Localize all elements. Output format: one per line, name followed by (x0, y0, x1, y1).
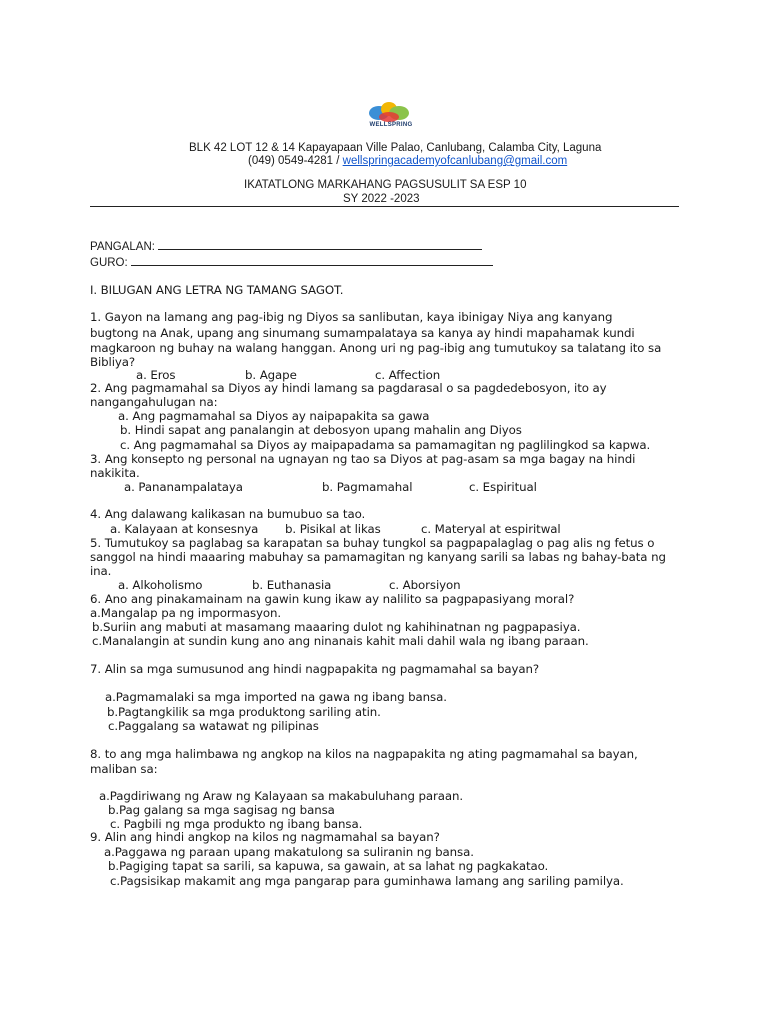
question-4-choice-b[interactable]: b. Pisikal at likas (285, 522, 381, 536)
logo-text: WELLSPRING (369, 122, 413, 128)
question-5-choice-a[interactable]: a. Alkoholismo (118, 578, 203, 592)
question-7-choice-b[interactable]: b.Pagtangkilik sa mga produktong sariling atin. (107, 705, 381, 719)
question-1-line-3: magkaroon ng buhay na walang hanggan. Anong uri ng pag-ibig ang tumutukoy sa talatang ito sa (90, 341, 662, 355)
exam-title: IKATATLONG MARKAHANG PAGSUSULIT SA ESP 10 (244, 179, 527, 191)
question-3-choice-b[interactable]: b. Pagmamahal (322, 480, 413, 494)
school-address: BLK 42 LOT 12 & 14 Kapayapaan Ville Palao, Canlubang, Calamba City, Laguna (189, 142, 602, 154)
question-5-line-2: sanggol na hindi maaaring mabuhay sa pamamagitan ng kanyang sarili sa labas ng bahay-bata ng (90, 550, 666, 564)
section-title: I. BILUGAN ANG LETRA NG TAMANG SAGOT. (90, 283, 344, 297)
question-2-choice-a[interactable]: a. Ang pagmamahal sa Diyos ay naipapakita sa gawa (118, 409, 430, 423)
question-8-choice-b[interactable]: b.Pag galang sa mga sagisag ng bansa (108, 803, 335, 817)
question-1-line-2: bugtong na Anak, upang ang sinumang sumampalataya sa kanya ay hindi mapahamak kundi (90, 326, 635, 340)
name-label: PANGALAN: (90, 241, 155, 253)
question-2-line-1: 2. Ang pagmamahal sa Diyos ay hindi lamang sa pagdarasal o sa pagdedebosyon, ito ay (90, 381, 607, 395)
question-1-choice-c[interactable]: c. Affection (375, 368, 441, 382)
question-5-line-1: 5. Tumutukoy sa paglabag sa karapatan sa buhay tungkol sa pagpapalaglag o pag alis ng fetus o (90, 536, 655, 550)
teacher-blank[interactable] (131, 254, 493, 266)
question-7-choice-c[interactable]: c.Paggalang sa watawat ng pilipinas (108, 719, 319, 733)
question-2-choice-c[interactable]: c. Ang pagmamahal sa Diyos ay maipapadama sa pamamagitan ng paglilingkod sa kapwa. (120, 438, 651, 452)
school-logo (362, 100, 418, 134)
phone-number: (049) 0549-4281 / (248, 155, 340, 167)
question-5-line-3: ina. (90, 564, 112, 578)
contact-line (248, 155, 567, 167)
question-9-choice-c[interactable]: c.Pagsisikap makamit ang mga pangarap para guminhawa lamang ang sariling pamilya. (110, 874, 624, 888)
question-8-line-1: 8. to ang mga halimbawa ng angkop na kilos na nagpapakita ng ating pagmamahal sa bayan, (90, 747, 638, 761)
question-4-choice-c[interactable]: c. Materyal at espiritwal (421, 522, 561, 536)
question-7-line-1: 7. Alin sa mga sumusunod ang hindi nagpapakita ng pagmamahal sa bayan? (90, 662, 540, 676)
question-4-line-1: 4. Ang dalawang kalikasan na bumubuo sa tao. (90, 507, 366, 521)
question-3-line-2: nakikita. (90, 466, 140, 480)
question-8-choice-c[interactable]: c. Pagbili ng mga produkto ng ibang bansa. (110, 817, 363, 831)
question-8-choice-a[interactable]: a.Pagdiriwang ng Araw ng Kalayaan sa makabuluhang paraan. (99, 789, 464, 803)
name-blank[interactable] (158, 238, 482, 250)
question-1-line-4: Bibliya? (90, 355, 136, 369)
question-4-choice-a[interactable]: a. Kalayaan at konsesnya (110, 522, 259, 536)
name-field (90, 238, 482, 253)
question-3-choice-c[interactable]: c. Espiritual (469, 480, 537, 494)
question-8-line-2: maliban sa: (90, 762, 158, 776)
question-6-choice-b[interactable]: b.Suriin ang mabuti at masamang maaaring dulot ng kahihinatnan ng pagpapasiya. (92, 620, 581, 634)
school-year: SY 2022 -2023 (343, 193, 420, 205)
question-9-line-1: 9. Alin ang hindi angkop na kilos ng nagmamahal sa bayan? (90, 830, 440, 844)
question-6-choice-a[interactable]: a.Mangalap pa ng impormasyon. (90, 606, 282, 620)
question-7-choice-a[interactable]: a.Pagmamalaki sa mga imported na gawa ng ibang bansa. (105, 690, 447, 704)
question-5-choice-c[interactable]: c. Aborsiyon (389, 578, 461, 592)
question-9-choice-a[interactable]: a.Paggawa ng paraan upang makatulong sa suliranin ng bansa. (104, 845, 474, 859)
email-link[interactable]: wellspringacademyofcanlubang@gmail.com (342, 155, 568, 167)
question-1-choice-a[interactable]: a. Eros (136, 368, 176, 382)
teacher-field (90, 254, 493, 269)
teacher-label: GURO: (90, 257, 128, 269)
question-1-choice-b[interactable]: b. Agape (245, 368, 297, 382)
question-9-choice-b[interactable]: b.Pagiging tapat sa sarili, sa kapuwa, sa gawain, at sa lahat ng pagkakatao. (108, 859, 549, 873)
question-2-choice-b[interactable]: b. Hindi sapat ang panalangin at debosyon upang mahalin ang Diyos (120, 423, 522, 437)
question-6-choice-c[interactable]: c.Manalangin at sundin kung ano ang ninanais kahit mali dahil wala ng ibang paraan. (92, 634, 589, 648)
question-3-line-1: 3. Ang konsepto ng personal na ugnayan ng tao sa Diyos at pag-asam sa mga bagay na hindi (90, 452, 636, 466)
question-2-line-2: nangangahulugan na: (90, 395, 218, 409)
question-6-line-1: 6. Ano ang pinakamainam na gawin kung ikaw ay nalilito sa pagpapasiyang moral? (90, 592, 575, 606)
question-5-choice-b[interactable]: b. Euthanasia (252, 578, 332, 592)
header-divider (90, 206, 679, 207)
logo-icon (362, 100, 418, 134)
question-1-line-1: 1. Gayon na lamang ang pag-ibig ng Diyos sa sanlibutan, kaya ibinigay Niya ang kanyang (90, 310, 613, 324)
question-3-choice-a[interactable]: a. Pananampalataya (124, 480, 243, 494)
